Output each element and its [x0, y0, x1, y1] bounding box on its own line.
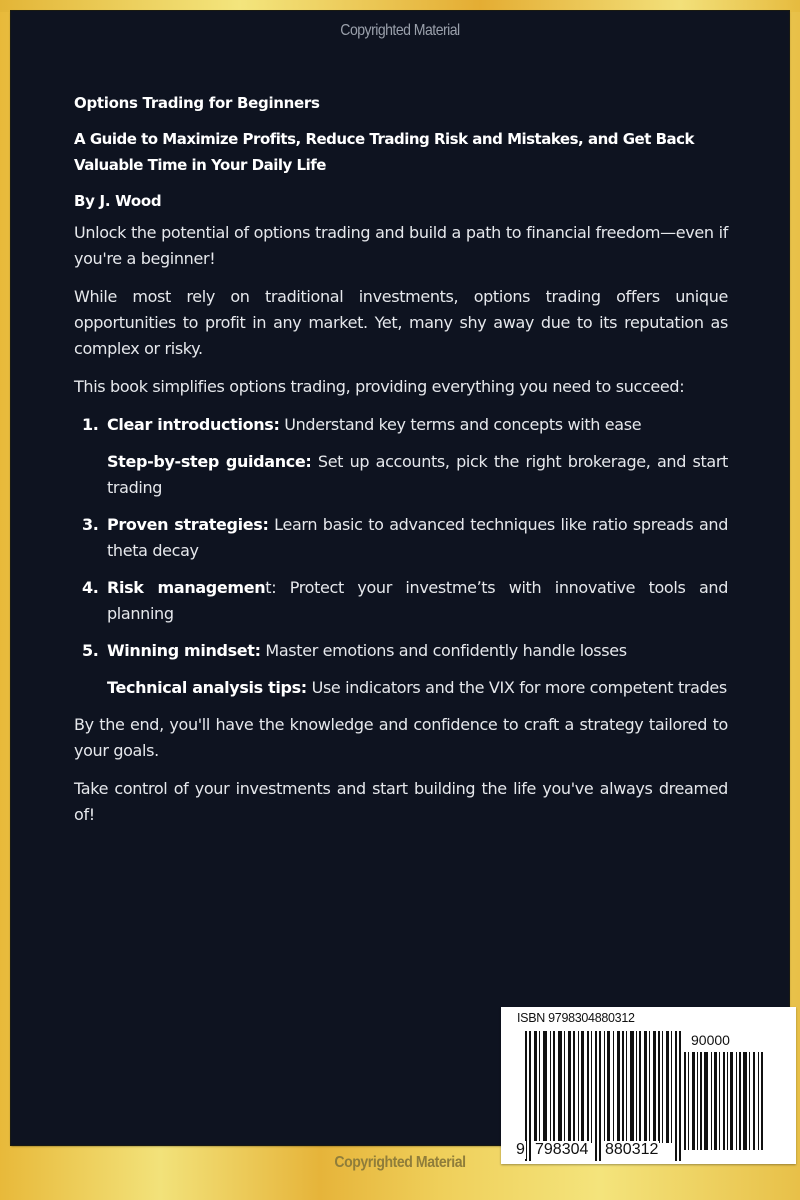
- feature-heading: Clear introductions:: [107, 415, 280, 434]
- copyright-watermark-top: Copyrighted Material: [340, 22, 460, 39]
- blurb-paragraph-5: Take control of your investments and start building the life you've always dreamed of!: [74, 779, 728, 824]
- feature-item: [74, 512, 728, 564]
- feature-text: Set up accounts, pick the right brokerage, and start trading: [107, 452, 728, 497]
- barcode-digit-group-2: 880312: [605, 1141, 659, 1158]
- price-code: 90000: [691, 1032, 730, 1048]
- feature-text: t: Protect your investmeʼts with innovative tools and planning: [107, 578, 728, 623]
- feature-number: 1.: [82, 415, 99, 434]
- feature-list: [74, 412, 728, 701]
- feature-heading: Step-by-step guidance:: [107, 452, 312, 471]
- feature-text: Understand key terms and concepts with ease: [279, 415, 642, 434]
- barcode-digit-group-1: 798304: [535, 1141, 589, 1158]
- feature-number: 4.: [82, 578, 99, 597]
- feature-heading: Winning mindset:: [107, 641, 261, 660]
- book-author: By J. Wood: [74, 192, 162, 210]
- barcode-digit-lead: 9: [516, 1141, 525, 1158]
- copyright-watermark-bottom: Copyrighted Material: [334, 1154, 466, 1171]
- addon-barcode-bars-icon: [684, 1052, 764, 1150]
- feature-item: [74, 575, 728, 627]
- book-title: Options Trading for Beginners: [74, 94, 320, 112]
- feature-text: Learn basic to advanced techniques like ratio spreads and theta decay: [107, 515, 728, 560]
- feature-heading: Proven strategies:: [107, 515, 269, 534]
- feature-number: 3.: [82, 515, 99, 534]
- book-subtitle: A Guide to Maximize Profits, Reduce Trading Risk and Mistakes, and Get Back Valuable Time in Your Daily Life: [74, 130, 695, 174]
- feature-heading: Risk managemen: [107, 578, 266, 597]
- feature-item: [74, 449, 728, 501]
- feature-text: Master emotions and confidently handle losses: [260, 641, 627, 660]
- feature-item: [74, 412, 728, 438]
- feature-heading: Technical analysis tips:: [107, 678, 307, 697]
- feature-text: Use indicators and the VIX for more competent trades: [306, 678, 727, 697]
- blurb-paragraph-2: While most rely on traditional investments, options trading offers unique opportunities to profit in any market. Yet, many shy away due to its reputation as complex or risky.: [74, 287, 728, 358]
- isbn-label: ISBN 9798304880312: [517, 1011, 635, 1025]
- isbn-barcode: [501, 1007, 796, 1164]
- feature-number: 5.: [82, 641, 99, 660]
- feature-item: [74, 638, 728, 664]
- feature-item: [74, 675, 728, 701]
- back-cover-content: [74, 92, 728, 840]
- blurb-intro: Unlock the potential of options trading and build a path to financial freedom—even if you're a beginner!: [74, 223, 728, 268]
- blurb-paragraph-3: This book simplifies options trading, providing everything you need to succeed:: [74, 377, 685, 396]
- blurb-paragraph-4: By the end, you'll have the knowledge and confidence to craft a strategy tailored to your goals.: [74, 715, 728, 760]
